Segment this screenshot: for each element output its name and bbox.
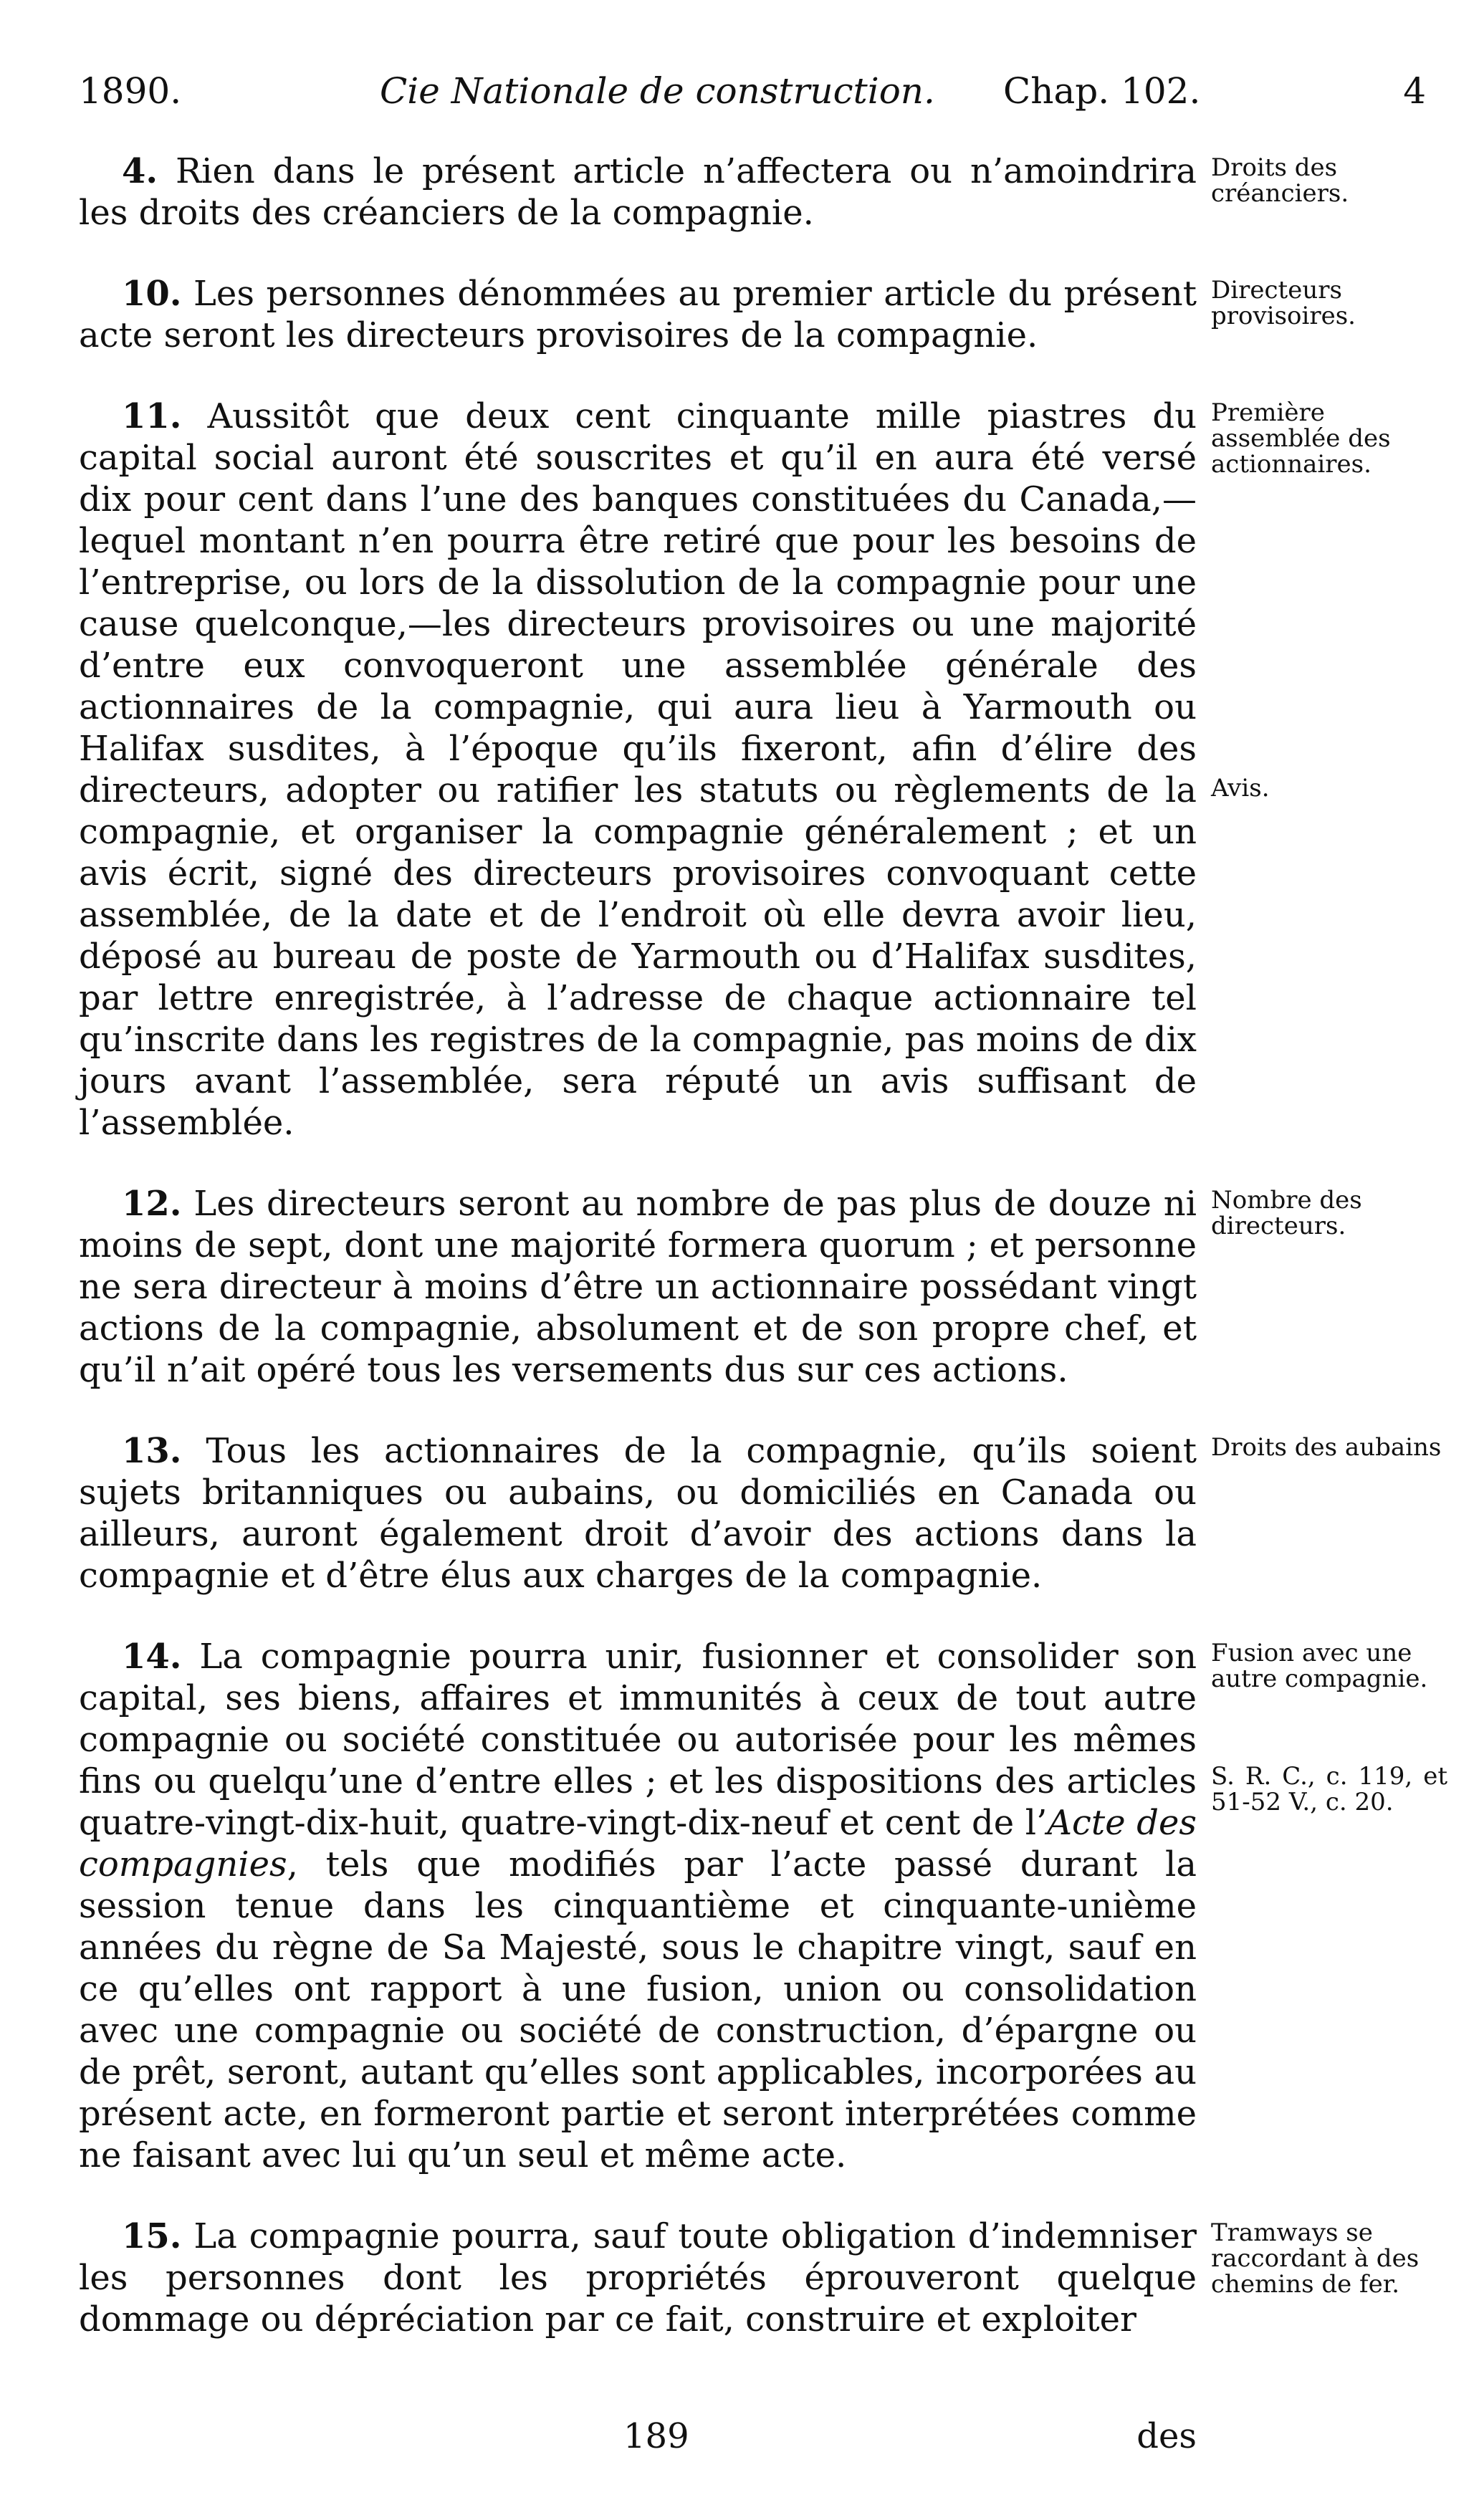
section-12	[79, 1183, 1362, 1391]
section-number: 14.	[122, 1637, 182, 1677]
section-13	[79, 1430, 1442, 1596]
margin-note: Fusion avec une autre compagnie.	[1211, 1639, 1428, 1693]
header-year: 1890.	[79, 70, 182, 112]
margin-note: Première assemblée des actionnaires.	[1211, 398, 1391, 479]
section-text: La compagnie pourra, sauf toute obligation d’indemniser les personnes dont les propriétés éprouveront quelque dommage ou dépréciation par ce fait, construire et exploiter	[79, 2216, 1197, 2340]
margin-note: Droits des aubains	[1211, 1433, 1442, 1462]
section-number: 10.	[122, 274, 182, 314]
margin-note: Tramways se raccordant à des chemins de fer.	[1211, 2218, 1420, 2299]
section-4	[79, 150, 1349, 234]
header-chapter: Chap. 102.	[1003, 70, 1201, 112]
section-number: 4.	[122, 151, 158, 191]
margin-note: Droits des créanciers.	[1211, 153, 1349, 208]
running-header	[79, 66, 1426, 116]
body-text	[79, 150, 1447, 2380]
section-text: Les personnes dénommées au premier article du présent acte seront les directeurs provisoires de la compagnie.	[79, 274, 1197, 355]
footer-page-number: 189	[623, 2416, 689, 2456]
section-number: 12.	[122, 1184, 182, 1224]
section-number: 11.	[122, 396, 182, 436]
section-paragraph	[79, 1636, 1197, 2176]
act-title-italic: Acte des compagnies	[79, 1803, 1197, 1885]
page-footer	[79, 2415, 1197, 2458]
section-paragraph	[79, 396, 1197, 1144]
section-text-part: La compagnie pourra unir, fusionner et consolider son capital, ses biens, affaires et immunités à ceux de tout autre compagnie ou société constituée ou autorisée pour les mêmes fins ou quelqu’une d’entre elles ; et les dispositions des articles quatre-vingt-dix-huit, quatre-vingt-dix-neuf et cent de l’	[79, 1637, 1197, 1843]
section-paragraph	[79, 2216, 1197, 2340]
section-number: 15.	[122, 2216, 182, 2256]
margin-note: Nombre des directeurs.	[1211, 1186, 1362, 1240]
section-paragraph	[79, 1430, 1197, 1596]
section-paragraph	[79, 1183, 1197, 1391]
header-page-number: 4	[1403, 70, 1426, 112]
margin-note-citation: S. R. C., c. 119, et 51-52 V., c. 20.	[1211, 1762, 1447, 1816]
header-title: Cie Nationale de construction.	[380, 70, 935, 112]
section-text: Les directeurs seront au nombre de pas plus de douze ni moins de sept, dont une majorité formera quorum ; et personne ne sera directeur à moins d’être un actionnaire possédant vingt actions de la compagnie, absolument et de son propre chef, et qu’il n’ait opéré tous les versements dus sur ces actions.	[79, 1184, 1197, 1390]
section-text-part: , tels que modifiés par l’acte passé durant la session tenue dans les cinquantième et cinquante-unième années du règne de Sa Majesté, sous le chapitre vingt, sauf en ce qu’elles ont rapport à une fusion, union ou consolidation avec une compagnie ou société de construction, d’épargne ou de prêt, seront, autant qu’elles sont applicables, incorporées au présent acte, en formeront partie et seront interprétées comme ne faisant avec lui qu’un seul et même acte.	[79, 1844, 1197, 2175]
section-text: Aussitôt que deux cent cinquante mille piastres du capital social auront été souscrites et qu’il en aura été versé dix pour cent dans l’une des banques constituées du Canada,—lequel montant n’en pourra être retiré que pour les besoins de l’entreprise, ou lors de la dissolution de la compagnie pour une cause quelconque,—les directeurs provisoires ou une majorité d’entre eux convoqueront une assemblée générale des actionnaires de la compagnie, qui aura lieu à Yarmouth ou Halifax susdites, à l’époque qu’ils fixeront, afin d’élire des directeurs, adopter ou ratifier les statuts ou règlements de la compagnie, et organiser la compagnie généralement ; et un avis écrit, signé des directeurs provisoires convoquant cette assemblée, de la date et de l’endroit où elle devra avoir lieu, déposé au bureau de poste de Yarmouth ou d’Halifax susdites, par lettre enregistrée, à l’adresse de chaque actionnaire tel qu’inscrite dans les registres de la compagnie, pas moins de dix jours avant l’assemblée, sera réputé un avis suffisant de l’assemblée.	[79, 396, 1197, 1143]
section-11	[79, 396, 1391, 1144]
section-15	[79, 2216, 1420, 2340]
section-number: 13.	[122, 1431, 182, 1471]
section-14	[79, 1636, 1447, 2176]
section-10	[79, 273, 1356, 356]
footer-catchword: des	[1136, 2416, 1197, 2456]
section-text: Rien dans le présent article n’affectera ou n’amoindrira les droits des créanciers de la compagnie.	[79, 151, 1197, 233]
section-paragraph	[79, 273, 1197, 356]
section-paragraph	[79, 150, 1197, 234]
margin-note: Directeurs provisoires.	[1211, 276, 1356, 330]
margin-note-secondary: Avis.	[1211, 774, 1270, 803]
section-text: Tous les actionnaires de la compagnie, qu’ils soient sujets britanniques ou aubains, ou domiciliés en Canada ou ailleurs, auront également droit d’avoir des actions dans la compagnie et d’être élus aux charges de la compagnie.	[79, 1431, 1197, 1596]
